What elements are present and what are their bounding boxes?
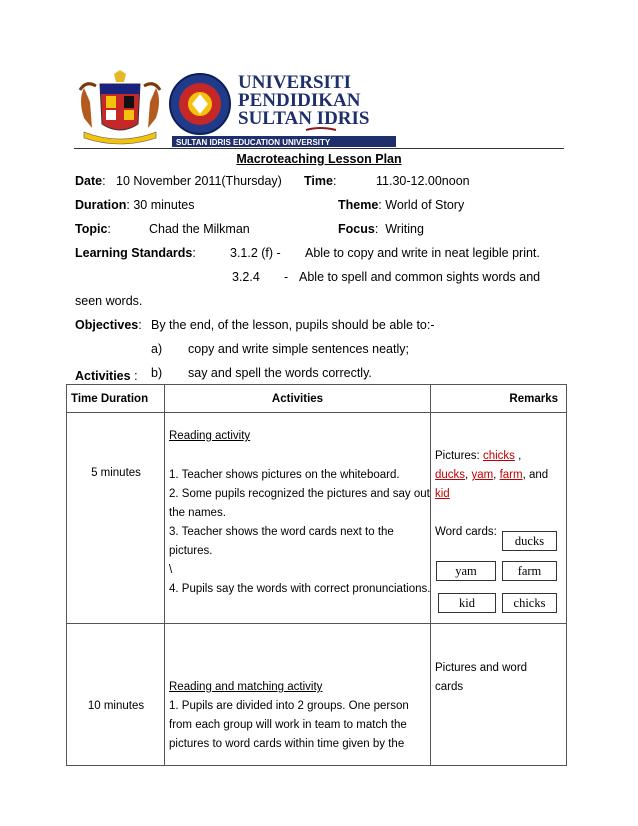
- row2-line: pictures to word cards within time given by the: [169, 738, 405, 750]
- row1-line: \: [169, 564, 173, 576]
- remarks-kid-line: kid: [435, 488, 450, 500]
- theme-row: Theme: World of Story: [338, 198, 465, 212]
- date-row: Date: 10 November 2011(Thursday): [75, 174, 282, 188]
- header-logos: [74, 70, 396, 148]
- row2-heading: Reading and matching activity: [169, 681, 323, 693]
- row2-remarks-line: cards: [435, 681, 464, 693]
- duration-row: Duration: 30 minutes: [75, 198, 195, 212]
- objectives-label: Objectives:: [75, 318, 142, 332]
- coat-of-arms-icon: [74, 70, 166, 148]
- word-card: farm: [502, 561, 557, 581]
- ls2-continued: seen words.: [75, 294, 143, 308]
- word-card: yam: [436, 561, 496, 581]
- table-header-row: [67, 385, 567, 413]
- header-activities: Activities: [165, 385, 431, 413]
- learning-standards-label: Learning Standards:: [75, 246, 196, 260]
- page-title: Macroteaching Lesson Plan: [236, 152, 402, 166]
- header-remarks: Remarks: [431, 385, 567, 413]
- objectives-intro: By the end, of the lesson, pupils should be able to:-: [151, 318, 435, 332]
- row2-remarks-cell: [431, 624, 567, 766]
- remarks-words-line: ducks, yam, farm, and: [435, 469, 549, 481]
- row1-line: 3. Teacher shows the word cards next to the: [169, 526, 394, 538]
- header-rule: [74, 148, 564, 149]
- row1-heading: Reading activity: [169, 430, 251, 442]
- objective-a-letter: a): [151, 342, 163, 356]
- time-field: Time:: [304, 174, 337, 188]
- ls2-code: 3.2.4: [232, 270, 260, 284]
- ls1-code: 3.1.2 (f) -: [230, 246, 281, 260]
- topic-value: Chad the Milkman: [149, 222, 250, 236]
- table-row: [67, 624, 567, 766]
- row1-time-cell: [67, 413, 165, 624]
- ls2-dash: -: [284, 270, 289, 284]
- objective-a: copy and write simple sentences neatly;: [188, 342, 409, 356]
- topic-label: Topic:: [75, 222, 111, 236]
- header-time-duration: Time Duration: [67, 385, 165, 413]
- row2-line: from each group will work in team to match the: [169, 719, 407, 731]
- upsi-seal-icon: [170, 74, 230, 134]
- row1-line: the names.: [169, 507, 226, 519]
- svg-text:PENDIDIKAN: PENDIDIKAN: [238, 90, 361, 111]
- row1-time: 5 minutes: [91, 467, 141, 479]
- university-crest-icon: [74, 70, 396, 148]
- row2-line: 1. Pupils are divided into 2 groups. One person: [169, 700, 409, 712]
- ls2-text: Able to spell and common sights words and: [299, 270, 541, 284]
- word-card: kid: [438, 593, 496, 613]
- row1-line: 1. Teacher shows pictures on the whiteboard.: [169, 469, 400, 481]
- row2-activities-cell: [165, 624, 431, 766]
- remarks-pictures-line: Pictures: chicks ,: [435, 450, 522, 462]
- row2-time-cell: [67, 624, 165, 766]
- svg-text:UNIVERSITI: UNIVERSITI: [238, 72, 351, 93]
- row1-activities-cell: [165, 413, 431, 624]
- word-card: chicks: [502, 593, 557, 613]
- wordcards-label: Word cards:: [435, 526, 497, 538]
- focus-row: Focus: Writing: [338, 222, 424, 236]
- table-row: [67, 413, 567, 624]
- objective-b-letter: b): [151, 366, 163, 380]
- row1-line: pictures.: [169, 545, 213, 557]
- activities-table: [66, 384, 567, 766]
- objective-b: say and spell the words correctly.: [188, 366, 372, 380]
- row2-remarks-line: Pictures and word: [435, 662, 528, 674]
- row1-line: 4. Pupils say the words with correct pronunciations.: [169, 583, 431, 595]
- ls1-text: Able to copy and write in neat legible print.: [305, 246, 540, 260]
- svg-text:SULTAN IDRIS EDUCATION UNIVERS: SULTAN IDRIS EDUCATION UNIVERSITY: [176, 138, 331, 147]
- time-value: 11.30-12.00noon: [376, 174, 470, 188]
- activities-label: Activities :: [75, 369, 138, 383]
- row1-remarks-cell: [431, 413, 567, 624]
- svg-text:SULTAN IDRIS: SULTAN IDRIS: [238, 108, 370, 129]
- word-card: ducks: [502, 531, 557, 551]
- row1-line: 2. Some pupils recognized the pictures and say out: [169, 488, 430, 500]
- row2-time: 10 minutes: [87, 700, 145, 712]
